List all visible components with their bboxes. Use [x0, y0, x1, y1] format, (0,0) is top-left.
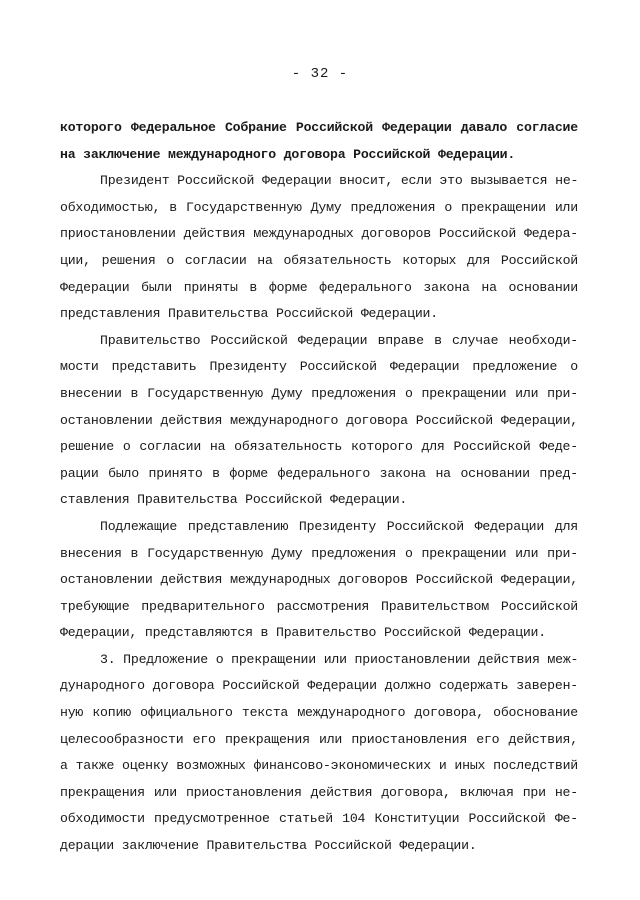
paragraph-5-line-2: дународного договора Российской Федерации должно содержать заверен- — [60, 678, 578, 694]
paragraph-3-line-1: Правительство Российской Федерации вправе в случае необходи- — [100, 332, 578, 348]
paragraph-5-line-8: дерации заключение Правительства Российской Федерации. — [60, 838, 477, 854]
paragraph-3-line-2: мости представить Президенту Российской Федерации предложение о — [60, 359, 578, 375]
paragraph-5-line-7: обходимости предусмотренное статьей 104 Конституции Российской Фе- — [60, 811, 578, 827]
paragraph-1-line-1: которого Федеральное Собрание Российской Федерации давало согласие — [60, 120, 578, 135]
paragraph-3-line-4: остановлении действия международного договора Российской Федерации, — [60, 412, 578, 428]
paragraph-5-line-6: прекращения или приостановления действия договора, включая при не- — [60, 784, 578, 800]
paragraph-4-line-3: остановлении действия международных договоров Российской Федерации, — [60, 572, 578, 588]
paragraph-3-line-5: решение о согласии на обязательность которого для Российской Феде- — [60, 439, 578, 455]
paragraph-2-line-4: ции, решения о согласии на обязательность которых для Российской — [60, 252, 578, 268]
paragraph-4-line-5: Федерации, представляются в Правительство Российской Федерации. — [60, 625, 546, 641]
paragraph-2-line-1: Президент Российской Федерации вносит, если это вызывается не- — [100, 173, 578, 189]
paragraph-2-line-2: обходимостью, в Государственную Думу предложения о прекращении или — [60, 199, 578, 215]
paragraph-3-line-7: ставления Правительства Российской Федерации. — [60, 492, 408, 508]
paragraph-1-line-2: на заключение международного договора Российской Федерации. — [60, 146, 516, 162]
document-body — [60, 115, 578, 860]
paragraph-5-line-1: 3. Предложение о прекращении или приостановлении действия меж- — [100, 651, 578, 667]
page-number: - 32 - — [291, 66, 349, 82]
paragraph-2-line-3: приостановлении действия международных договоров Российской Федера- — [60, 226, 578, 242]
paragraph-2-line-5: Федерации были приняты в форме федерального закона на основании — [60, 279, 578, 295]
paragraph-5-line-4: целесообразности его прекращения или приостановления его действия, — [60, 731, 578, 747]
paragraph-5-line-5: а также оценку возможных финансово-экономических и иных последствий — [60, 758, 578, 774]
paragraph-5-line-3: ную копию официального текста международного договора, обоснование — [60, 705, 578, 721]
paragraph-4-line-2: внесения в Государственную Думу предложения о прекращении или при- — [60, 545, 578, 561]
paragraph-3-line-6: рации было принято в форме федерального закона на основании пред- — [60, 465, 578, 481]
paragraph-4-line-1: Подлежащие представлению Президенту Российской Федерации для — [100, 518, 578, 534]
paragraph-4-line-4: требующие предварительного рассмотрения Правительством Российской — [60, 598, 578, 614]
paragraph-3-line-3: внесении в Государственную Думу предложения о прекращении или при- — [60, 385, 578, 401]
paragraph-2-line-6: представления Правительства Российской Федерации. — [60, 306, 438, 322]
